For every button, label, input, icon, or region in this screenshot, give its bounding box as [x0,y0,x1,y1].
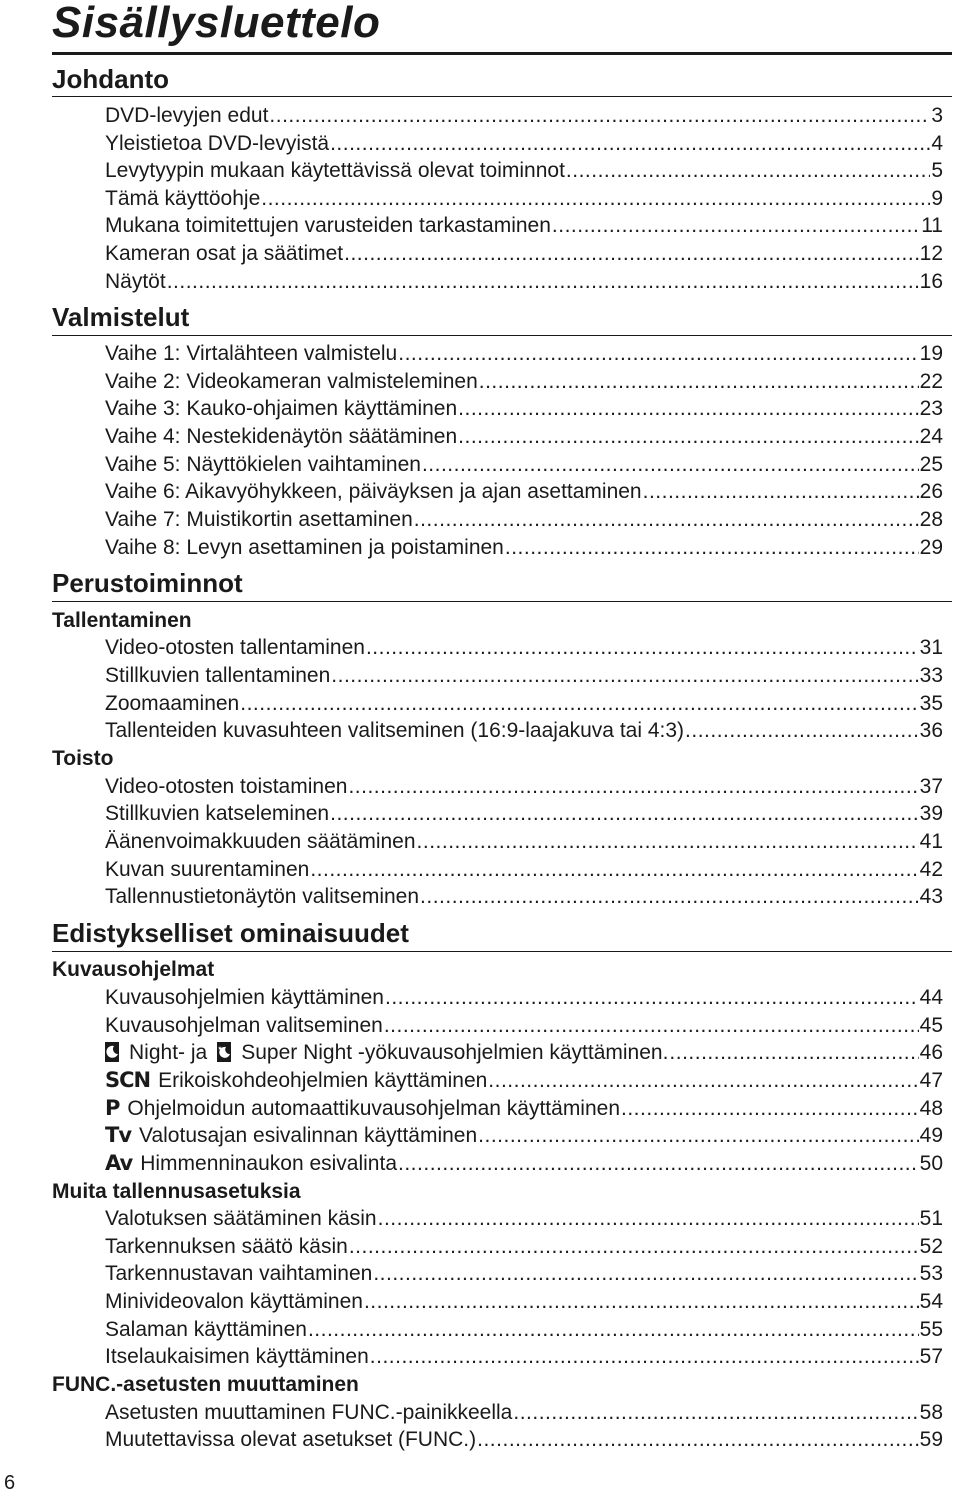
leader-dots [344,242,919,266]
leader-dots [685,719,919,743]
toc-entry-page: 42 [919,858,943,881]
toc-entry[interactable] [105,1318,943,1344]
toc-entry[interactable] [105,1041,943,1067]
leader-dots [370,1345,919,1369]
toc-entry-label: Itselaukaisimen käyttäminen [105,1345,369,1368]
toc-entry-page: 31 [919,636,943,659]
toc-entry[interactable] [105,830,943,856]
toc-entry[interactable] [105,453,943,479]
section-heading-valmistelut: Valmistelut [52,302,190,332]
toc-entry-label: Zoomaaminen [105,692,240,715]
toc-entry[interactable] [105,342,943,368]
toc-entry-page: 22 [919,370,943,393]
toc-entry[interactable] [105,370,943,396]
section-rule [52,601,952,602]
leader-dots [366,636,919,660]
toc-entry-label: Asetusten muuttaminen FUNC.-painikkeella [105,1401,513,1424]
toc-entry-label: Vaihe 5: Näyttökielen vaihtaminen [105,453,421,476]
leader-dots [417,830,919,854]
leader-dots [331,664,918,688]
toc-entry-page: 3 [931,104,943,127]
toc-entry-page: 35 [919,692,943,715]
leader-dots [643,480,919,504]
toc-entry-page: 33 [919,664,943,687]
toc-entry[interactable] [105,858,943,884]
toc-entry-label: Minivideovalon käyttäminen [105,1290,363,1313]
leader-dots [505,536,919,560]
toc-entry[interactable] [105,636,943,662]
toc-entry[interactable] [105,802,943,828]
toc-entry-page: 54 [919,1290,943,1313]
toc-entry-label: Ohjelmoidun automaattikuvausohjelman käyttäminen [127,1097,621,1120]
toc-entry[interactable] [105,536,943,562]
subsection-heading-func: FUNC.-asetusten muuttaminen [52,1373,359,1396]
toc-entry-label: Vaihe 2: Videokameran valmisteleminen [105,370,478,393]
leader-dots [378,1207,919,1231]
toc-entry[interactable] [105,397,943,423]
toc-entry-page: 48 [919,1097,943,1120]
toc-entry-label: Erikoiskohdeohjelmien käyttäminen [158,1069,488,1092]
toc-entry[interactable] [105,1235,943,1261]
toc-entry-label: Vaihe 1: Virtalähteen valmistelu [105,342,398,365]
toc-entry[interactable] [105,187,943,213]
toc-entry-label: Stillkuvien katseleminen [105,802,330,825]
leader-dots [330,132,930,156]
toc-entry-label: Tarkennustavan vaihtaminen [105,1262,373,1285]
toc-entry[interactable] [105,214,943,240]
section-rule [52,96,952,97]
toc-entry[interactable] [105,1207,943,1233]
leader-dots [398,1152,919,1176]
toc-entry-page: 25 [919,453,943,476]
leader-dots [477,1428,919,1452]
toc-entry-label: Video-otosten toistaminen [105,775,348,798]
toc-entry-label: Tallenteiden kuvasuhteen valitseminen (16:9-laajakuva tai 4:3) [105,719,685,742]
leader-dots [167,270,919,294]
leader-dots [458,425,918,449]
tv-mode-icon: Tv [105,1123,132,1147]
toc-entry-label: Vaihe 8: Levyn asettaminen ja poistaminen [105,536,504,559]
leader-dots [552,214,920,238]
toc-entry[interactable] [105,425,943,451]
toc-entry-label: Kuvan suurentaminen [105,858,310,881]
title-rule [52,52,952,55]
section-rule [52,951,952,952]
toc-entry-label: Salaman käyttäminen [105,1318,307,1341]
scn-icon: SCN [105,1068,151,1092]
toc-entry-label: Vaihe 7: Muistikortin asettaminen [105,508,413,531]
toc-entry[interactable] [105,664,943,690]
leader-dots [422,453,919,477]
toc-entry[interactable] [105,1097,943,1123]
toc-entry[interactable] [105,1345,943,1371]
toc-entry[interactable] [105,986,943,1012]
toc-entry-label: Muutettavissa olevat asetukset (FUNC.) [105,1428,477,1451]
toc-entry[interactable] [105,719,943,745]
leader-dots [373,1262,918,1286]
toc-entry[interactable] [105,508,943,534]
toc-entry-label: Stillkuvien tallentaminen [105,664,331,687]
toc-entry-label: Super Night -yökuvausohjelmien käyttäminen. [241,1041,669,1064]
leader-dots [348,775,918,799]
toc-entry-label: Vaihe 6: Aikavyöhykkeen, päiväyksen ja ajan asettaminen [105,480,642,503]
toc-entry-page: 43 [919,885,943,908]
toc-entry-page: 41 [919,830,943,853]
toc-entry-label: Video-otosten tallentaminen [105,636,365,659]
section-rule [52,335,952,336]
toc-entry[interactable] [105,885,943,911]
toc-entry[interactable] [105,1428,943,1454]
leader-dots [488,1069,918,1093]
p-mode-icon: P [105,1096,120,1120]
toc-entry-page: 16 [919,270,943,293]
leader-dots [240,692,918,716]
night-mode-icon [105,1042,119,1062]
toc-entry[interactable] [105,1290,943,1316]
leader-dots [566,159,930,183]
leader-dots [269,104,930,128]
toc-entry-label: DVD-levyjen edut [105,104,269,127]
toc-entry-label: Tallennustietonäytön valitseminen [105,885,420,908]
leader-dots [349,1235,919,1259]
toc-entry-page: 37 [919,775,943,798]
leader-dots [669,1041,918,1065]
toc-entry-label: Äänenvoimakkuuden säätäminen [105,830,416,853]
section-heading-edistykselliset: Edistykselliset ominaisuudet [52,918,409,948]
toc-entry-page: 53 [919,1262,943,1285]
toc-entry-page: 57 [919,1345,943,1368]
toc-entry-label: Valotusajan esivalinnan käyttäminen [139,1124,478,1147]
leader-dots [261,187,930,211]
toc-entry-page: 55 [919,1318,943,1341]
toc-entry[interactable] [105,1401,943,1427]
toc-entry[interactable] [105,242,943,268]
toc-entry-page: 23 [919,397,943,420]
toc-entry-label: Vaihe 3: Kauko-ohjaimen käyttäminen [105,397,458,420]
toc-entry-label: Mukana toimitettujen varusteiden tarkastaminen [105,214,551,237]
toc-entry-page: 58 [919,1401,943,1424]
toc-entry-label: Vaihe 4: Nestekidenäytön säätäminen [105,425,458,448]
leader-dots [621,1097,919,1121]
toc-entry-page: 36 [919,719,943,742]
leader-dots [364,1290,919,1314]
leader-dots [385,986,919,1010]
toc-entry-page: 19 [919,342,943,365]
page-number: 6 [4,1472,16,1494]
toc-entry-page: 9 [931,187,943,210]
toc-entry-page: 49 [919,1124,943,1147]
toc-entry-page: 50 [919,1152,943,1175]
toc-entry-label: Näytöt [105,270,166,293]
toc-entry-label: Kuvausohjelmien käyttäminen [105,986,384,1009]
leader-dots [330,802,919,826]
toc-entry[interactable] [105,1262,943,1288]
leader-dots [308,1318,919,1342]
leader-dots [310,858,918,882]
toc-entry-page: 4 [931,132,943,155]
toc-entry-page: 26 [919,480,943,503]
toc-entry-label: Levytyypin mukaan käytettävissä olevat toiminnot [105,159,565,182]
super-night-mode-icon [217,1042,231,1062]
toc-entry[interactable] [105,1069,943,1095]
subsection-heading-toisto: Toisto [52,747,114,770]
leader-dots [384,1014,919,1038]
toc-entry-page: 45 [919,1014,943,1037]
toc-entry-label: Kuvausohjelman valitseminen [105,1014,383,1037]
subsection-heading-kuvausohjelmat: Kuvausohjelmat [52,958,215,981]
toc-entry-page: 24 [919,425,943,448]
toc-entry[interactable] [105,692,943,718]
toc-entry-page: 39 [919,802,943,825]
toc-entry-label: Tarkennuksen säätö käsin [105,1235,348,1258]
subsection-heading-muita-tallennusasetuksia: Muita tallennusasetuksia [52,1180,301,1203]
toc-entry-label: Valotuksen säätäminen käsin [105,1207,377,1230]
toc-entry[interactable] [105,1152,943,1178]
leader-dots [458,397,918,421]
toc-entry-label: Himmenninaukon esivalinta [140,1152,398,1175]
toc-entry[interactable] [105,132,943,158]
toc-entry-page: 5 [931,159,943,182]
toc-entry-page: 11 [921,214,943,237]
section-heading-johdanto: Johdanto [52,64,169,94]
toc-entry-label: Night- ja [129,1041,208,1064]
section-heading-perustoiminnot: Perustoiminnot [52,568,243,598]
toc-entry-page: 28 [919,508,943,531]
toc-entry-page: 51 [919,1207,943,1230]
toc-entry[interactable] [105,480,943,506]
toc-entry[interactable] [105,270,943,296]
toc-entry[interactable] [105,1124,943,1150]
page-title: Sisällysluettelo [52,0,381,47]
leader-dots [414,508,919,532]
toc-entry-page: 29 [919,536,943,559]
toc-entry-page: 12 [919,242,943,265]
subsection-heading-tallentaminen: Tallentaminen [52,609,192,632]
leader-dots [420,885,919,909]
toc-entry-page: 52 [919,1235,943,1258]
av-mode-icon: Av [105,1151,133,1175]
toc-entry[interactable] [105,104,943,130]
leader-dots [513,1401,918,1425]
toc-entry-label: Kameran osat ja säätimet [105,242,344,265]
toc-entry-page: 44 [919,986,943,1009]
toc-entry[interactable] [105,775,943,801]
toc-entry-label: Tämä käyttöohje [105,187,261,210]
toc-entry[interactable] [105,1014,943,1040]
leader-dots [478,1124,918,1148]
toc-entry[interactable] [105,159,943,185]
toc-entry-label: Yleistietoa DVD-levyistä [105,132,330,155]
toc-entry-page: 46 [919,1041,943,1064]
leader-dots [398,342,918,366]
leader-dots [479,370,919,394]
toc-entry-page: 59 [919,1428,943,1451]
toc-entry-page: 47 [919,1069,943,1092]
